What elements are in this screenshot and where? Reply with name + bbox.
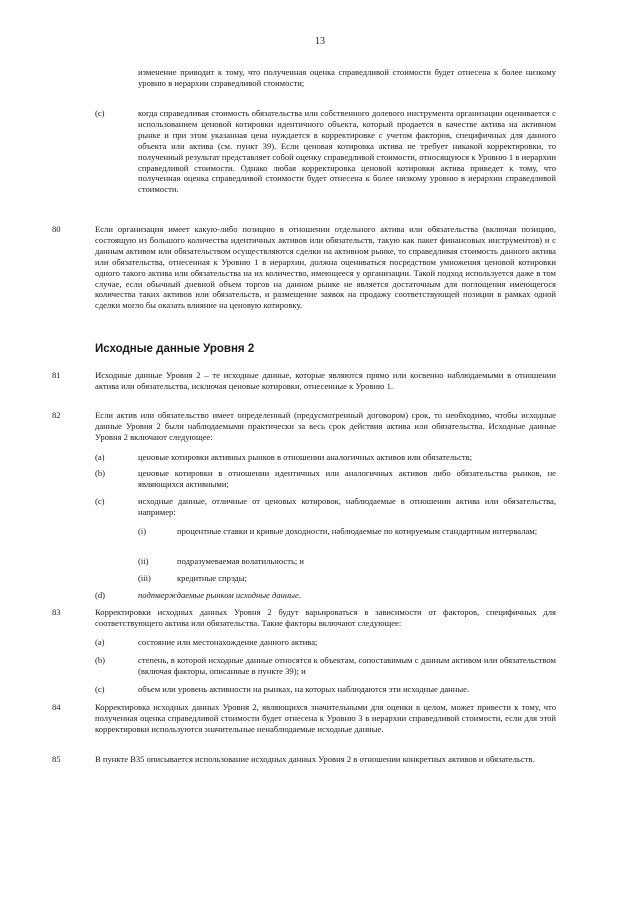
item-text-83c: объем или уровень активности на рынках, на которых наблюдаются эти исходные данные. [138, 684, 470, 694]
paragraph-81: Исходные данные Уровня 2 – те исходные данные, которые являются прямо или косвенно наблюдаемыми в отношении актива или обязательства, исключая ценовые котировки, отнесенные к Уровню 1. [95, 370, 556, 391]
subitem-label-iii: (iii) [138, 573, 151, 583]
subitem-text-iii: кредитные спрэды; [177, 573, 247, 583]
paragraph-80: Если организация имеет какую-либо позицию в отношении отдельного актива или обязательства (включая позицию, состоящую из большого количества идентичных активов или обязательств, такую как пакет финансовых инструментов) и с данным активом или обязательством осуществляются сделки на активном рынке, то справедливая стоимость данного актива или обязательства, отнесенная к Уровню 1 в иерархии, должна оцениваться посредством умножения ценовой котировки одного такого актива или обязательства на их количество, имеющееся у организации. Такой подход используется даже в том случае, если обычный дневной объем торгов на данном рынке не является достаточным для поглощения имеющегося количества таких активов или обязательств, и размещение заявок на продажу соответствующей позиции в рамках одной сделки могло бы оказать влияние на ценовую котировку. [95, 224, 556, 311]
subitem-label-ii: (ii) [138, 556, 149, 566]
item-text-82a: ценовые котировки активных рынков в отношении аналогичных активов или обязательств; [138, 452, 473, 462]
paragraph-number-83: 83 [52, 607, 61, 617]
paragraph-number-84: 84 [52, 702, 61, 712]
subitem-text-i: процентные ставки и кривые доходности, наблюдаемые по котируемым стандартным интервалам; [177, 526, 538, 536]
item-text-c-top: когда справедливая стоимость обязательства или собственного долевого инструмента организации оценивается с использованием ценовой котировки идентичного объекта, который продается в качестве актива на активном рынке и при этом указанная цена нуждается в корректировке с учетом факторов, специфичных для данного объекта или актива (см. пункт 39). Если ценовая котировка актива не требует никакой корректировки, то полученный результат представляет собой оценку справедливой стоимости, относящуюся к Уровню 1 в иерархии справедливой стоимости. Однако любая корректировка ценовой котировки актива приведет к тому, что полученная оценка справедливой стоимости будет отнесена к более низкому уровню в иерархии справедливой стоимости. [138, 108, 556, 195]
subitem-text-ii: подразумеваемая волатильность; и [177, 556, 305, 566]
item-label-82d: (d) [95, 590, 106, 600]
paragraph-number-82: 82 [52, 410, 61, 420]
paragraph-number-81: 81 [52, 370, 61, 380]
page-number: 13 [315, 36, 325, 47]
paragraph-number-85: 85 [52, 754, 61, 764]
item-label-82c: (c) [95, 496, 105, 506]
item-text-82d: подтверждаемые рынком исходные данные. [138, 590, 301, 600]
item-text-82c: исходные данные, отличные от ценовых котировок, наблюдаемые в отношении актива или обязательства, например: [138, 496, 556, 517]
item-label-82b: (b) [95, 468, 106, 478]
section-heading: Исходные данные Уровня 2 [95, 343, 255, 355]
item-text-83a: состояние или местонахождение данного актива; [138, 637, 318, 647]
item-label-83b: (b) [95, 655, 106, 665]
item-label-83a: (a) [95, 637, 105, 647]
paragraph-82: Если актив или обязательство имеет определенный (предусмотренный договором) срок, то необходимо, чтобы исходные данные Уровня 2 были наблюдаемыми практически за весь срок действия актива или обязательства. Исходные данные Уровня 2 включают следующее: [95, 410, 556, 442]
item-label-83c: (c) [95, 684, 105, 694]
continuation-text: изменение приводит к тому, что полученная оценка справедливой стоимости будет отнесена к более низкому уровню в иерархии справедливой стоимости; [138, 67, 556, 88]
item-text-83b: степень, в которой исходные данные относятся к объектам, сопоставимым с данным активом или обязательством (включая факторы, описанные в пункте 39); и [138, 655, 556, 676]
paragraph-83: Корректировки исходных данных Уровня 2 будут варьироваться в зависимости от факторов, специфичных для соответствующего актива или обязательства. Такие факторы включают следующее: [95, 607, 556, 628]
item-text-82b: ценовые котировки в отношении идентичных или аналогичных активов либо обязательства рынков, не являющихся активными; [138, 468, 556, 489]
paragraph-84: Корректировка исходных данных Уровня 2, являющихся значительными для оценки в целом, может привести к тому, что полученная оценка справедливой стоимости будет отнесена к Уровню 3 в иерархии справедливой стоимости, если для этой корректировки используются значительные ненаблюдаемые исходные данные. [95, 702, 556, 734]
paragraph-85: В пункте B35 описывается использование исходных данных Уровня 2 в отношении конкретных активов и обязательств. [95, 754, 535, 764]
item-label-c-top: (c) [95, 108, 105, 118]
item-label-82a: (a) [95, 452, 105, 462]
subitem-label-i: (i) [138, 526, 147, 536]
paragraph-number-80: 80 [52, 224, 61, 234]
